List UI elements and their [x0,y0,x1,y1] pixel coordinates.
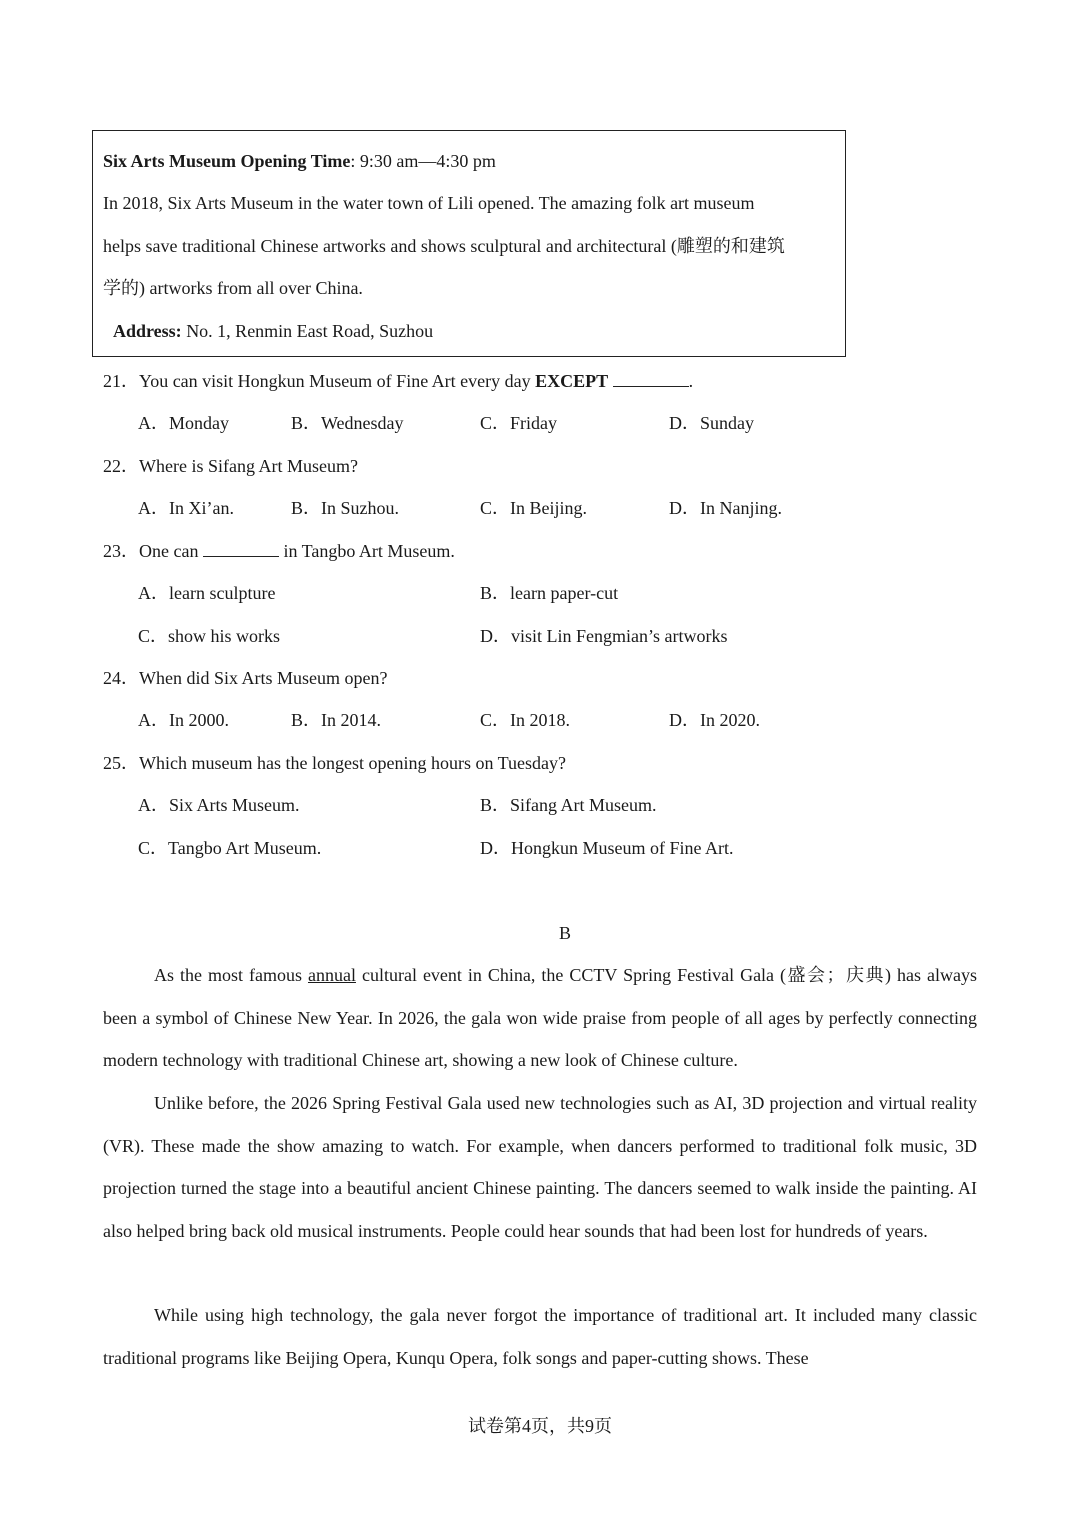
question-stem: You can visit Hongkun Museum of Fine Art every day [139,371,536,391]
option-c: C．show his works [138,626,281,646]
option-d: D．In Nanjing. [669,498,782,518]
question-number: 21． [103,371,139,391]
page-footer: 试卷第4页，共9页 [468,1416,612,1436]
section-heading: B [558,923,571,943]
address-label: Address: [113,321,182,341]
question-number: 24． [103,668,139,688]
paragraph-3: While using high technology, the gala never forgot the importance of traditional art. It included many classic traditional programs like Beijing Opera, Kunqu Opera, folk songs and paper-cutting shows. These [103,1305,977,1368]
option-b: B．learn paper-cut [480,583,619,603]
question-stem: Where is Sifang Art Museum? [139,456,358,476]
option-c: C．In 2018. [480,710,570,730]
option-b: B．Wednesday [291,413,404,433]
option-a: A．In Xi’an. [138,498,234,518]
opening-time-line [103,149,496,173]
option-b: B．In 2014. [291,710,381,730]
paragraph-1 [103,954,977,1082]
answer-blank [203,540,279,557]
question-stem: When did Six Arts Museum open? [139,668,388,688]
info-line: 学的) artworks from all over China. [103,278,363,298]
option-a: A．learn sculpture [138,583,276,603]
option-d: D．visit Lin Fengmian’s artworks [480,626,728,646]
answer-blank [613,370,689,387]
question-number: 22． [103,456,139,476]
museum-info-box [92,130,846,357]
opening-time: : 9:30 am—4:30 pm [350,151,496,171]
paragraph-2: Unlike before, the 2026 Spring Festival Gala used new technologies such as AI, 3D projection and virtual reality (VR). These made the show amazing to watch. For example, when dancers performed to traditional folk music, 3D projection turned the stage into a beautiful ancient Chinese painting. The dancers seemed to walk inside the painting. AI also helped bring back old musical instruments. People could hear sounds that had been lost for hundreds of years. [103,1093,977,1241]
question-24 [103,666,387,690]
underlined-word: annual [307,965,356,985]
question-stem: One can [139,541,203,561]
paragraph-text: As the most famous [154,965,308,985]
option-d: D．In 2020. [669,710,760,730]
museum-name: Six Arts Museum Opening Time [103,151,351,171]
option-c: C．Friday [480,413,558,433]
info-line: helps save traditional Chinese artworks and shows sculptural and architectural (雕塑的和建筑 [103,236,785,256]
question-25 [103,751,566,775]
question-stem-end: in Tangbo Art Museum. [278,541,455,561]
question-number: 25． [103,753,139,773]
option-d: D．Sunday [669,413,754,433]
option-c: C．In Beijing. [480,498,587,518]
option-a: A．Six Arts Museum. [138,795,300,815]
address-line [113,319,433,343]
option-b: B．Sifang Art Museum. [480,795,657,815]
option-c: C．Tangbo Art Museum. [138,838,322,858]
question-stem: Which museum has the longest opening hours on Tuesday? [139,753,566,773]
question-22 [103,454,358,478]
option-a: A．Monday [138,413,229,433]
question-emphasis: EXCEPT [535,371,609,391]
address-value: No. 1, Renmin East Road, Suzhou [181,321,434,341]
option-b: B．In Suzhou. [291,498,399,518]
question-number: 23． [103,541,139,561]
question-stem-end: . [688,371,694,391]
option-d: D．Hongkun Museum of Fine Art. [480,838,734,858]
option-a: A．In 2000. [138,710,229,730]
question-21 [103,369,693,393]
info-line: In 2018, Six Arts Museum in the water town of Lili opened. The amazing folk art museum [103,193,755,213]
paragraph-text: cultural event in China, the CCTV Spring Festival Gala (盛会；庆典) has always been a symbol of Chinese New Year. In 2026, the gala won wide praise from people of all ages by perfectly connecting modern technology with traditional Chinese art, showing a new look of Chinese culture. [103,965,977,1070]
question-23 [103,539,455,563]
